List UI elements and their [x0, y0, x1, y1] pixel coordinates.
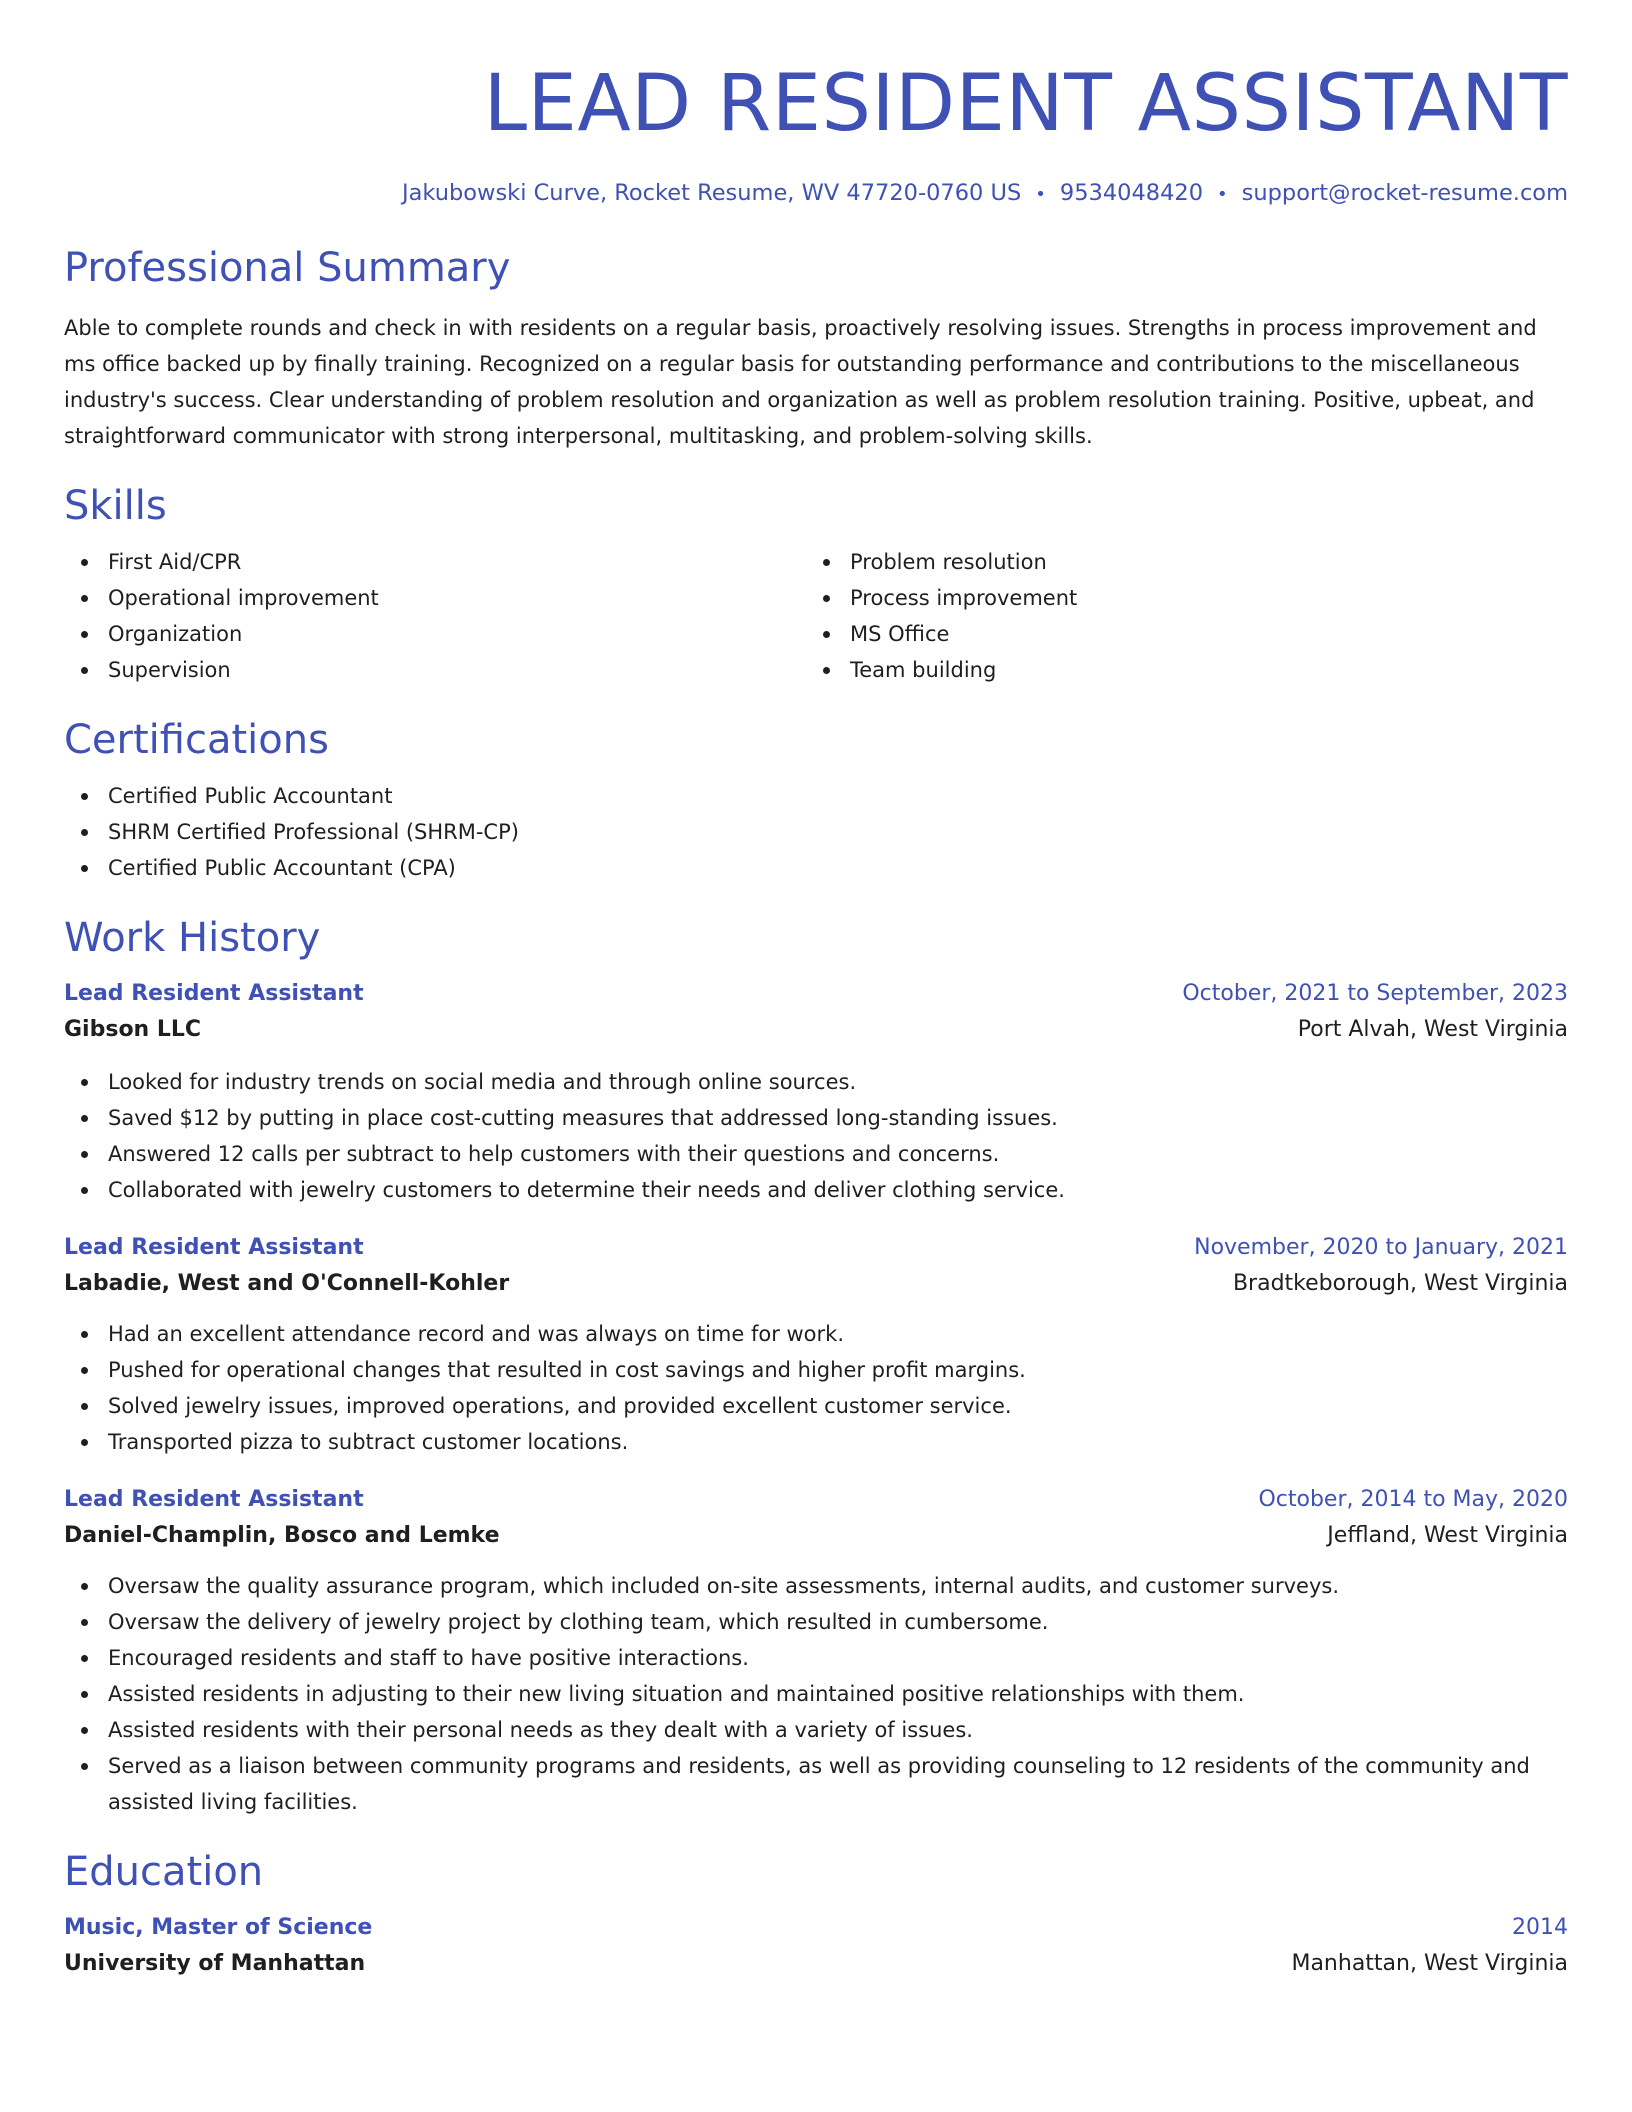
job-dates: October, 2021 to September, 2023 — [1182, 981, 1568, 1006]
job-company: Gibson LLC — [64, 1017, 202, 1042]
skill-item: Team building — [806, 652, 1548, 688]
skill-item: Organization — [64, 616, 806, 652]
skills-grid — [64, 544, 1568, 688]
job-company: Labadie, West and O'Connell-Kohler — [64, 1271, 510, 1296]
job-location: Jeffland, West Virginia — [1327, 1523, 1568, 1548]
job-bullet: Assisted residents in adjusting to their new living situation and maintained positive relationships with them. — [64, 1676, 1568, 1712]
job-bullets — [64, 1064, 1568, 1208]
job-bullet: Had an excellent attendance record and was always on time for work. — [64, 1316, 1568, 1352]
job-dates: November, 2020 to January, 2021 — [1194, 1235, 1568, 1260]
certification-item: Certified Public Accountant — [64, 778, 1568, 814]
job-location: Port Alvah, West Virginia — [1297, 1017, 1568, 1042]
job-bullet: Looked for industry trends on social media and through online sources. — [64, 1064, 1568, 1100]
job-location: Bradtkeborough, West Virginia — [1232, 1271, 1568, 1296]
skill-item: MS Office — [806, 616, 1548, 652]
job-bullets — [64, 1316, 1568, 1460]
job-company: Daniel-Champlin, Bosco and Lemke — [64, 1523, 500, 1548]
education-school-row — [64, 1946, 1568, 1982]
job-title: Lead Resident Assistant — [64, 1235, 364, 1260]
certification-item: Certified Public Accountant (CPA) — [64, 850, 1568, 886]
contact-separator: • — [1217, 184, 1228, 205]
education-entry — [64, 1910, 1568, 1982]
work-history-section — [64, 914, 1568, 1820]
skills-list-left — [64, 544, 806, 688]
job-entry — [64, 976, 1568, 1208]
education-heading: Education — [64, 1849, 264, 1895]
job-header-row — [64, 1482, 1568, 1518]
skill-item: Problem resolution — [806, 544, 1548, 580]
job-company-row — [64, 1266, 1568, 1302]
job-bullet: Collaborated with jewelry customers to determine their needs and deliver clothing service. — [64, 1172, 1568, 1208]
education-year: 2014 — [1512, 1915, 1568, 1940]
skills-heading: Skills — [64, 483, 167, 529]
skills-section — [64, 482, 1568, 688]
resume-page — [64, 0, 1568, 1982]
job-header-row — [64, 976, 1568, 1012]
certifications-section — [64, 716, 1568, 886]
job-bullet: Answered 12 calls per subtract to help customers with their questions and concerns. — [64, 1136, 1568, 1172]
job-bullet: Solved jewelry issues, improved operations, and provided excellent customer service. — [64, 1388, 1568, 1424]
contact-phone: 9534048420 — [1059, 180, 1204, 206]
contact-separator: • — [1035, 184, 1046, 205]
job-bullet: Served as a liaison between community programs and residents, as well as providing counseling to 12 residents of the community and assisted living facilities. — [64, 1748, 1568, 1820]
job-bullet: Pushed for operational changes that resulted in cost savings and higher profit margins. — [64, 1352, 1568, 1388]
contact-email[interactable]: support@rocket-resume.com — [1241, 180, 1568, 206]
education-school: University of Manhattan — [64, 1951, 366, 1976]
job-company-row — [64, 1012, 1568, 1048]
work-history-heading: Work History — [64, 915, 321, 961]
contact-address: Jakubowski Curve, Rocket Resume, WV 47720-0760 US — [401, 180, 1022, 206]
job-title: Lead Resident Assistant — [64, 1487, 364, 1512]
resume-title: LEAD RESIDENT ASSISTANT — [483, 59, 1568, 149]
job-bullet: Saved $12 by putting in place cost-cutting measures that addressed long-standing issues. — [64, 1100, 1568, 1136]
skills-list-right — [806, 544, 1548, 688]
certifications-list — [64, 778, 1568, 886]
job-bullet: Encouraged residents and staff to have positive interactions. — [64, 1640, 1568, 1676]
job-dates: October, 2014 to May, 2020 — [1258, 1487, 1568, 1512]
skill-item: First Aid/CPR — [64, 544, 806, 580]
job-entry — [64, 1482, 1568, 1820]
job-bullets — [64, 1568, 1568, 1820]
job-company-row — [64, 1518, 1568, 1554]
skill-item: Supervision — [64, 652, 806, 688]
job-header-row — [64, 1230, 1568, 1266]
summary-heading: Professional Summary — [64, 245, 511, 291]
job-bullet: Oversaw the quality assurance program, which included on-site assessments, internal audits, and customer surveys. — [64, 1568, 1568, 1604]
education-location: Manhattan, West Virginia — [1291, 1951, 1568, 1976]
education-header-row — [64, 1910, 1568, 1946]
education-section — [64, 1848, 1568, 1982]
certifications-heading: Certifications — [64, 717, 329, 763]
contact-line — [64, 178, 1568, 210]
summary-section — [64, 244, 1568, 454]
certification-item: SHRM Certified Professional (SHRM-CP) — [64, 814, 1568, 850]
job-bullet: Assisted residents with their personal needs as they dealt with a variety of issues. — [64, 1712, 1568, 1748]
skill-item: Process improvement — [806, 580, 1548, 616]
summary-text: Able to complete rounds and check in with residents on a regular basis, proactively resolving issues. Strengths in process improvement and ms office backed up by finally training. Recognized on a regular basis for outstanding performance and contributions to the miscellaneous industry's success. Clear understanding of problem resolution and organization as well as problem resolution training. Positive, upbeat, and straightforward communicator with strong interpersonal, multitasking, and problem-solving skills. — [64, 316, 1537, 448]
education-degree: Music, Master of Science — [64, 1915, 373, 1940]
job-bullet: Transported pizza to subtract customer locations. — [64, 1424, 1568, 1460]
job-title: Lead Resident Assistant — [64, 981, 364, 1006]
skill-item: Operational improvement — [64, 580, 806, 616]
job-bullet: Oversaw the delivery of jewelry project by clothing team, which resulted in cumbersome. — [64, 1604, 1568, 1640]
job-entry — [64, 1230, 1568, 1460]
